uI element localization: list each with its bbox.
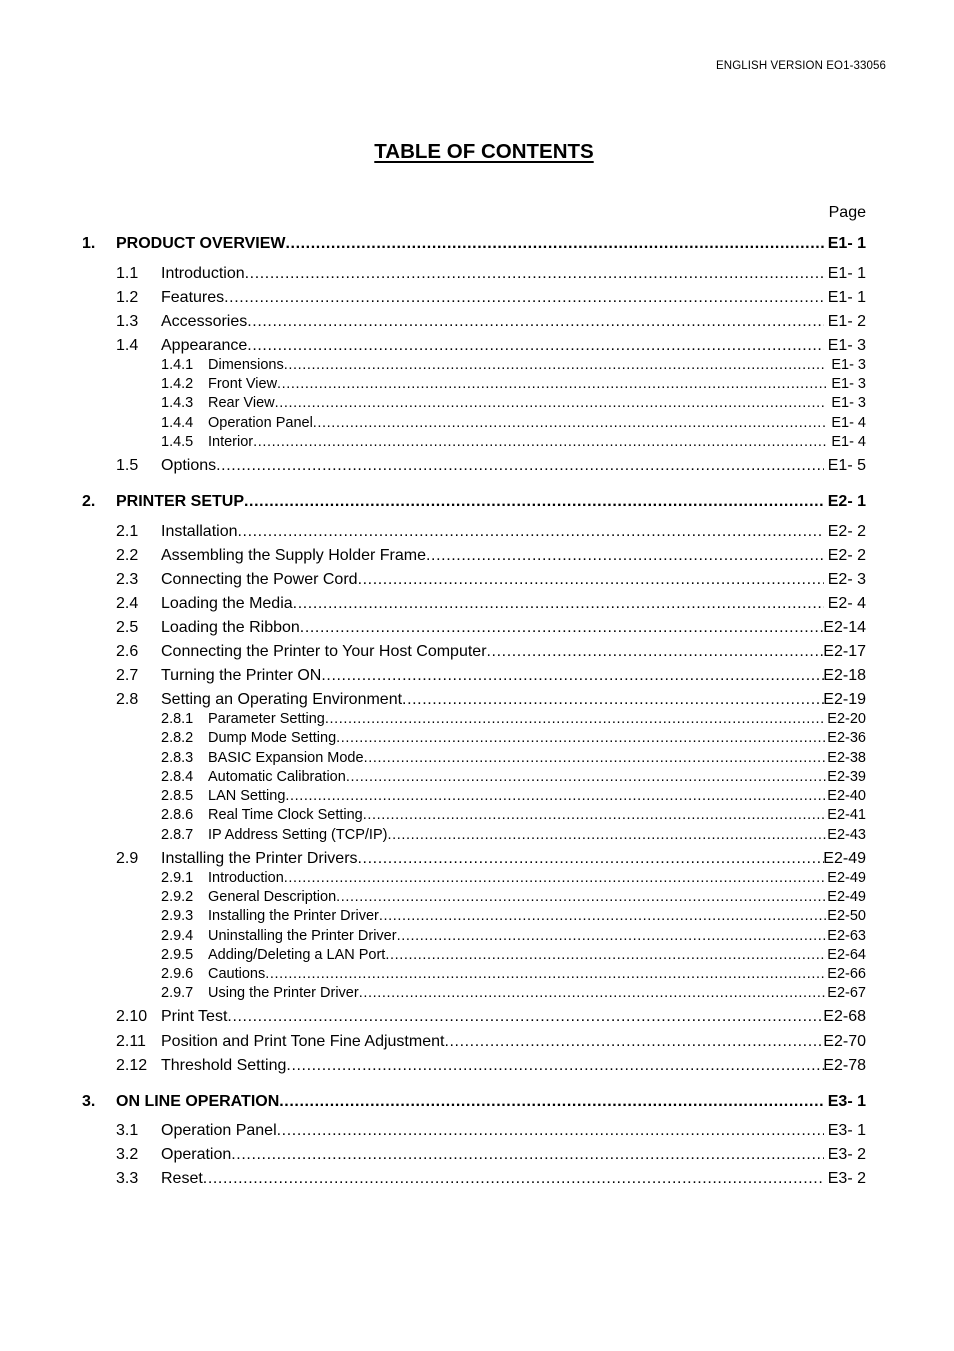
toc-entry-page: E2-43 [827,827,866,843]
toc-entry-title: Installing the Printer Driver [208,908,379,924]
dot-leader [321,667,824,685]
toc-entry-title: PRODUCT OVERVIEW [116,235,286,252]
dot-leader [363,807,826,823]
toc-entry-title: Reset [161,1170,203,1187]
toc-entry-title: Operation Panel [208,415,313,431]
document-version-header: ENGLISH VERSION EO1-33056 [716,60,886,72]
dot-leader [286,235,825,253]
toc-entry-leader [161,523,824,541]
toc-entry-title: Loading the Media [161,595,293,612]
toc-entry-number: 2.2 [116,547,139,564]
dot-leader [284,357,826,373]
dot-leader [426,547,824,565]
toc-entry-page: E2-40 [827,788,866,804]
toc-entry-page: E2-38 [827,750,866,766]
toc-entry-title: Installing the Printer Drivers [161,850,358,867]
toc-entry-title: Interior [208,434,254,450]
toc-entry-leader [161,337,824,355]
toc-entry-page: E1- 3 [827,337,866,354]
toc-entry-leader [161,667,824,685]
page-title: TABLE OF CONTENTS [374,140,594,163]
toc-entry-leader [116,493,824,511]
toc-entry-page: E1- 1 [827,265,866,282]
toc-entry-number: 1.4.5 [161,434,194,450]
toc-entry-title: Connecting the Power Cord [161,571,358,588]
toc-entry-page: E1- 5 [827,457,866,474]
dot-leader [227,1008,824,1026]
toc-entry-leader [161,1170,824,1188]
dot-leader [275,395,826,411]
toc-entry-page: E1- 3 [831,395,866,411]
toc-entry-number: 2.8 [116,691,139,708]
toc-entry-page: E2-17 [823,643,866,660]
toc-entry-number: 2.6 [116,643,139,660]
dot-leader [336,730,826,746]
toc-entry-page: E2- 3 [827,571,866,588]
dot-leader [402,691,824,709]
toc-entry-title: Threshold Setting [161,1057,287,1074]
toc-entry-page: E2-49 [827,889,866,905]
toc-entry-number: 2.9.3 [161,908,194,924]
dot-leader [385,947,826,963]
dot-leader [358,571,824,589]
toc-entry-number: 1.4.2 [161,376,194,392]
dot-leader [300,619,824,637]
toc-entry-title: Features [161,289,225,306]
toc-entry-number: 2.8.1 [161,711,194,727]
toc-entry-leader [208,947,826,963]
toc-entry-page: E2-19 [823,691,866,708]
toc-entry-title: LAN Setting [208,788,286,804]
toc-entry-number: 2.10 [116,1008,148,1025]
toc-entry-leader [161,313,824,331]
toc-entry-number: 2.8.4 [161,769,194,785]
dot-leader [277,1122,824,1140]
dot-leader [277,376,826,392]
dot-leader [293,595,824,613]
toc-entry-title: Front View [208,376,278,392]
toc-entry-title: Parameter Setting [208,711,325,727]
toc-entry-leader [208,434,826,450]
dot-leader [313,415,826,431]
toc-entry-page: E2- 4 [827,595,866,612]
dot-leader [444,1033,824,1051]
dot-leader [387,827,826,843]
toc-entry-number: 3. [82,1093,96,1110]
toc-entry-page: E2-63 [827,928,866,944]
toc-entry-number: 2.9.4 [161,928,194,944]
toc-entry-number: 2. [82,493,96,510]
toc-entry-page: E2-64 [827,947,866,963]
toc-entry-leader [208,711,826,727]
dot-leader [286,1057,824,1075]
toc-entry-title: Dimensions [208,357,284,373]
toc-entry-number: 3.3 [116,1170,139,1187]
toc-entry-page: E1- 4 [831,415,866,431]
toc-entry-page: E2-36 [827,730,866,746]
toc-entry-title: Appearance [161,337,248,354]
dot-leader [244,493,824,511]
toc-entry-title: Real Time Clock Setting [208,807,363,823]
toc-entry-number: 2.8.3 [161,750,194,766]
toc-entry-page: E2-70 [823,1033,866,1050]
toc-entry-number: 2.1 [116,523,139,540]
toc-entry-number: 1.3 [116,313,139,330]
toc-entry-number: 2.4 [116,595,139,612]
toc-entry-title: Introduction [161,265,245,282]
toc-entry-leader [161,571,824,589]
toc-entry-leader [208,928,826,944]
toc-entry-number: 2.5 [116,619,139,636]
toc-entry-leader [208,889,826,905]
toc-entry-leader [161,289,824,307]
toc-entry-number: 3.1 [116,1122,139,1139]
toc-entry-leader [116,1093,824,1111]
toc-entry-title: Rear View [208,395,275,411]
toc-entry-leader [208,395,826,411]
toc-entry-number: 2.9.6 [161,966,194,982]
toc-entry-leader [161,547,824,565]
dot-leader [336,889,826,905]
dot-leader [487,643,824,661]
toc-entry-title: Operation [161,1146,232,1163]
toc-entry-page: E3- 2 [827,1146,866,1163]
toc-entry-title: Introduction [208,870,284,886]
toc-entry-leader [208,788,826,804]
toc-entry-leader [161,850,824,868]
toc-entry-number: 1.2 [116,289,139,306]
toc-entry-title: Installation [161,523,238,540]
toc-entry-page: E2- 1 [827,493,866,510]
toc-entry-title: BASIC Expansion Mode [208,750,364,766]
toc-entry-page: E2- 2 [827,547,866,564]
dot-leader [247,313,824,331]
toc-entry-number: 2.8.7 [161,827,194,843]
dot-leader [397,928,826,944]
toc-entry-number: 2.9 [116,850,139,867]
toc-entry-number: 1. [82,235,96,252]
toc-entry-page: E2-14 [823,619,866,636]
toc-entry-leader [208,376,826,392]
toc-entry-leader [208,357,826,373]
toc-entry-title: Position and Print Tone Fine Adjustment [161,1033,445,1050]
toc-entry-number: 1.4.1 [161,357,194,373]
toc-entry-leader [208,827,826,843]
toc-entry-number: 2.8.6 [161,807,194,823]
toc-entry-page: E1- 3 [831,357,866,373]
toc-entry-leader [208,769,826,785]
toc-entry-title: General Description [208,889,337,905]
toc-entry-number: 1.1 [116,265,139,282]
toc-entry-leader [208,966,826,982]
dot-leader [325,711,826,727]
toc-entry-leader [208,807,826,823]
toc-entry-title: IP Address Setting (TCP/IP) [208,827,388,843]
toc-entry-leader [208,750,826,766]
toc-entry-title: Adding/Deleting a LAN Port [208,947,386,963]
toc-entry-title: Assembling the Supply Holder Frame [161,547,427,564]
toc-entry-number: 2.8.5 [161,788,194,804]
dot-leader [238,523,825,541]
toc-entry-number: 1.5 [116,457,139,474]
dot-leader [253,434,826,450]
toc-entry-number: 3.2 [116,1146,139,1163]
toc-entry-leader [161,643,824,661]
toc-entry-page: E2-41 [827,807,866,823]
dot-leader [265,966,826,982]
dot-leader [245,265,824,283]
toc-entry-number: 1.4 [116,337,139,354]
toc-entry-title: Options [161,457,217,474]
toc-entry-title: Turning the Printer ON [161,667,322,684]
toc-entry-title: Automatic Calibration [208,769,346,785]
dot-leader [284,870,826,886]
toc-entry-title: Accessories [161,313,248,330]
toc-entry-page: E1- 1 [827,289,866,306]
dot-leader [224,289,824,307]
toc-entry-number: 1.4.3 [161,395,194,411]
toc-entry-page: E2-78 [823,1057,866,1074]
toc-entry-leader [208,730,826,746]
toc-entry-number: 2.9.7 [161,985,194,1001]
toc-entry-title: Loading the Ribbon [161,619,300,636]
toc-entry-number: 2.3 [116,571,139,588]
toc-entry-leader [116,235,824,253]
toc-entry-title: Setting an Operating Environment [161,691,403,708]
dot-leader [247,337,824,355]
toc-entry-title: ON LINE OPERATION [116,1093,280,1110]
toc-entry-page: E2-20 [827,711,866,727]
toc-entry-title: Uninstalling the Printer Driver [208,928,397,944]
toc-entry-page: E2-18 [823,667,866,684]
toc-entry-page: E3- 2 [827,1170,866,1187]
toc-entry-page: E1- 1 [827,235,866,252]
dot-leader [216,457,824,475]
dot-leader [231,1146,824,1164]
toc-entry-page: E2-39 [827,769,866,785]
toc-entry-title: Operation Panel [161,1122,277,1139]
dot-leader [364,750,826,766]
dot-leader [346,769,826,785]
toc-entry-leader [161,1033,824,1051]
toc-entry-page: E1- 3 [831,376,866,392]
toc-entry-leader [161,595,824,613]
toc-entry-number: 1.4.4 [161,415,194,431]
page-column-label: Page [828,204,866,221]
dot-leader [379,908,826,924]
toc-entry-page: E2-67 [827,985,866,1001]
toc-entry-page: E3- 1 [827,1093,866,1110]
toc-entry-page: E2-66 [827,966,866,982]
toc-entry-leader [161,1008,824,1026]
toc-entry-title: Using the Printer Driver [208,985,359,1001]
toc-entry-leader [161,691,824,709]
toc-entry-title: Print Test [161,1008,228,1025]
toc-entry-page: E1- 2 [827,313,866,330]
toc-entry-title: PRINTER SETUP [116,493,245,510]
toc-entry-leader [161,1057,824,1075]
dot-leader [285,788,826,804]
toc-entry-page: E2- 2 [827,523,866,540]
toc-entry-page: E3- 1 [827,1122,866,1139]
toc-entry-leader [161,265,824,283]
toc-entry-leader [208,415,826,431]
dot-leader [358,850,824,868]
toc-entry-number: 2.7 [116,667,139,684]
toc-entry-title: Dump Mode Setting [208,730,337,746]
toc-entry-page: E2-49 [827,870,866,886]
toc-entry-leader [161,457,824,475]
toc-entry-page: E2-50 [827,908,866,924]
toc-entry-page: E2-49 [823,850,866,867]
dot-leader [359,985,826,1001]
toc-entry-number: 2.8.2 [161,730,194,746]
toc-entry-leader [161,1146,824,1164]
toc-entry-number: 2.11 [116,1033,146,1050]
toc-entry-leader [208,870,826,886]
toc-entry-title: Connecting the Printer to Your Host Computer [161,643,487,660]
toc-entry-page: E2-68 [823,1008,866,1025]
toc-entry-leader [208,985,826,1001]
toc-entry-number: 2.9.5 [161,947,194,963]
toc-entry-leader [161,619,824,637]
toc-entry-number: 2.12 [116,1057,148,1074]
toc-entry-leader [161,1122,824,1140]
dot-leader [279,1093,824,1111]
toc-entry-number: 2.9.2 [161,889,194,905]
toc-entry-title: Cautions [208,966,266,982]
dot-leader [203,1170,824,1188]
toc-entry-page: E1- 4 [831,434,866,450]
toc-entry-number: 2.9.1 [161,870,194,886]
toc-entry-leader [208,908,826,924]
